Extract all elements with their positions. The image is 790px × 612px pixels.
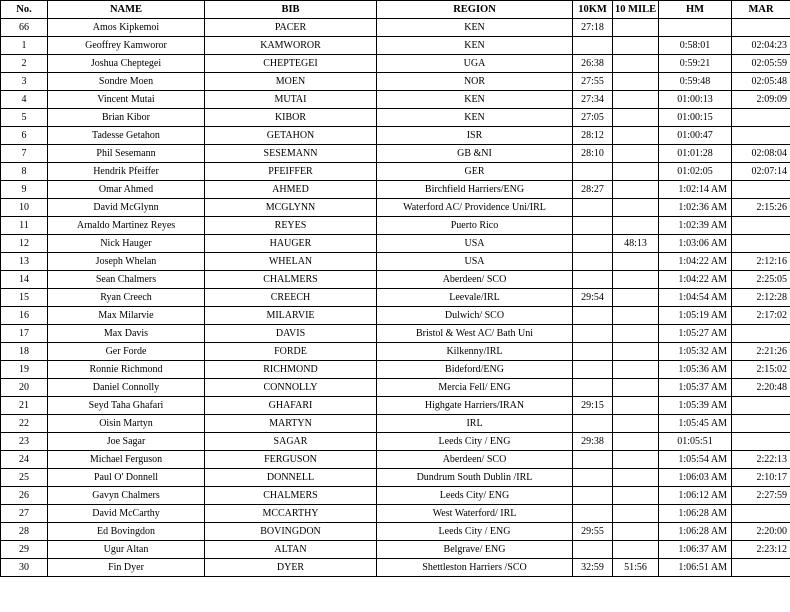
table-row — [1, 307, 790, 325]
cell-10-mile — [613, 181, 659, 199]
cell-mar: 2:23:12 — [732, 541, 790, 559]
cell-name: Sean Chalmers — [48, 271, 205, 289]
table-row — [1, 397, 790, 415]
cell-10km: 28:27 — [573, 181, 613, 199]
header-10km: 10KM — [573, 1, 613, 19]
cell-10-mile — [613, 289, 659, 307]
cell-bib: MARTYN — [205, 415, 377, 433]
cell-mar: 2:12:28 — [732, 289, 790, 307]
cell-10km: 27:34 — [573, 91, 613, 109]
cell-no: 19 — [1, 361, 48, 379]
table-row — [1, 163, 790, 181]
table-row — [1, 19, 790, 37]
cell-hm: 01:00:13 — [659, 91, 732, 109]
cell-name: Nick Hauger — [48, 235, 205, 253]
cell-hm: 0:59:21 — [659, 55, 732, 73]
cell-region: GER — [377, 163, 573, 181]
cell-region: West Waterford/ IRL — [377, 505, 573, 523]
cell-no: 28 — [1, 523, 48, 541]
cell-region: UGA — [377, 55, 573, 73]
cell-no: 12 — [1, 235, 48, 253]
cell-no: 21 — [1, 397, 48, 415]
table-row — [1, 451, 790, 469]
table-row — [1, 217, 790, 235]
cell-name: Hendrik Pfeiffer — [48, 163, 205, 181]
cell-mar: 02:07:14 — [732, 163, 790, 181]
cell-mar: 02:05:59 — [732, 55, 790, 73]
cell-region: IRL — [377, 415, 573, 433]
cell-hm: 1:06:51 AM — [659, 559, 732, 577]
cell-hm: 0:59:48 — [659, 73, 732, 91]
cell-bib: MOEN — [205, 73, 377, 91]
cell-hm: 1:06:28 AM — [659, 505, 732, 523]
cell-name: Arnaldo Martinez Reyes — [48, 217, 205, 235]
cell-name: Paul O' Donnell — [48, 469, 205, 487]
cell-10-mile — [613, 397, 659, 415]
cell-bib: GETAHON — [205, 127, 377, 145]
cell-hm: 0:58:01 — [659, 37, 732, 55]
cell-bib: CHALMERS — [205, 271, 377, 289]
cell-mar — [732, 181, 790, 199]
cell-bib: FORDE — [205, 343, 377, 361]
table-row — [1, 271, 790, 289]
cell-name: Amos Kipkemoi — [48, 19, 205, 37]
cell-name: Michael Ferguson — [48, 451, 205, 469]
cell-region: NOR — [377, 73, 573, 91]
cell-name: Joshua Cheptegei — [48, 55, 205, 73]
cell-hm: 1:05:27 AM — [659, 325, 732, 343]
cell-no: 66 — [1, 19, 48, 37]
cell-10-mile — [613, 145, 659, 163]
cell-bib: SESEMANN — [205, 145, 377, 163]
cell-hm: 1:04:22 AM — [659, 253, 732, 271]
table-row — [1, 73, 790, 91]
header-name: NAME — [48, 1, 205, 19]
cell-mar: 2:12:16 — [732, 253, 790, 271]
cell-10km — [573, 487, 613, 505]
cell-bib: BOVINGDON — [205, 523, 377, 541]
cell-hm: 01:05:51 — [659, 433, 732, 451]
table-row — [1, 91, 790, 109]
header-mar: MAR — [732, 1, 790, 19]
cell-bib: PFEIFFER — [205, 163, 377, 181]
cell-region: Belgrave/ ENG — [377, 541, 573, 559]
cell-mar: 2:20:00 — [732, 523, 790, 541]
cell-bib: PACER — [205, 19, 377, 37]
cell-region: KEN — [377, 37, 573, 55]
table-row — [1, 109, 790, 127]
cell-hm: 1:03:06 AM — [659, 235, 732, 253]
cell-bib: GHAFARI — [205, 397, 377, 415]
cell-region: Shettleston Harriers /SCO — [377, 559, 573, 577]
table-row — [1, 253, 790, 271]
cell-hm — [659, 19, 732, 37]
cell-region: Leevale/IRL — [377, 289, 573, 307]
cell-10km — [573, 379, 613, 397]
table-row — [1, 127, 790, 145]
cell-bib: WHELAN — [205, 253, 377, 271]
table-row — [1, 469, 790, 487]
cell-hm: 1:06:28 AM — [659, 523, 732, 541]
cell-10-mile — [613, 361, 659, 379]
header-bib: BIB — [205, 1, 377, 19]
cell-hm: 1:05:45 AM — [659, 415, 732, 433]
cell-bib: MILARVIE — [205, 307, 377, 325]
cell-10km — [573, 505, 613, 523]
cell-name: Gavyn Chalmers — [48, 487, 205, 505]
cell-no: 23 — [1, 433, 48, 451]
table-body — [1, 19, 790, 577]
table-row — [1, 541, 790, 559]
cell-no: 25 — [1, 469, 48, 487]
cell-10km: 27:18 — [573, 19, 613, 37]
cell-10km: 26:38 — [573, 55, 613, 73]
cell-10-mile — [613, 325, 659, 343]
cell-10km — [573, 451, 613, 469]
cell-hm: 1:06:12 AM — [659, 487, 732, 505]
table-row — [1, 415, 790, 433]
table-row — [1, 145, 790, 163]
cell-10km: 29:38 — [573, 433, 613, 451]
cell-name: Sondre Moen — [48, 73, 205, 91]
cell-name: Max Davis — [48, 325, 205, 343]
header-region: REGION — [377, 1, 573, 19]
header-no: No. — [1, 1, 48, 19]
cell-bib: DONNELL — [205, 469, 377, 487]
cell-10-mile — [613, 199, 659, 217]
cell-region: KEN — [377, 91, 573, 109]
cell-10km — [573, 541, 613, 559]
cell-10-mile — [613, 19, 659, 37]
cell-10km: 29:55 — [573, 523, 613, 541]
cell-mar — [732, 559, 790, 577]
cell-bib: AHMED — [205, 181, 377, 199]
cell-no: 26 — [1, 487, 48, 505]
cell-bib: KIBOR — [205, 109, 377, 127]
cell-mar: 02:05:48 — [732, 73, 790, 91]
cell-10-mile — [613, 541, 659, 559]
cell-hm: 1:05:36 AM — [659, 361, 732, 379]
table-row — [1, 433, 790, 451]
cell-region: Kilkenny/IRL — [377, 343, 573, 361]
cell-name: Vincent Mutai — [48, 91, 205, 109]
cell-mar: 2:25:05 — [732, 271, 790, 289]
cell-no: 17 — [1, 325, 48, 343]
cell-10-mile — [613, 253, 659, 271]
cell-region: KEN — [377, 109, 573, 127]
cell-mar — [732, 235, 790, 253]
cell-10km — [573, 37, 613, 55]
cell-region: Dulwich/ SCO — [377, 307, 573, 325]
cell-10-mile — [613, 127, 659, 145]
cell-10-mile — [613, 505, 659, 523]
cell-hm: 1:05:54 AM — [659, 451, 732, 469]
cell-10-mile: 48:13 — [613, 235, 659, 253]
cell-no: 27 — [1, 505, 48, 523]
cell-region: Leeds City/ ENG — [377, 487, 573, 505]
cell-10-mile — [613, 415, 659, 433]
table-row — [1, 559, 790, 577]
cell-name: Ed Bovingdon — [48, 523, 205, 541]
cell-no: 29 — [1, 541, 48, 559]
cell-10-mile — [613, 469, 659, 487]
cell-10-mile — [613, 37, 659, 55]
cell-mar: 2:10:17 — [732, 469, 790, 487]
cell-bib: MCGLYNN — [205, 199, 377, 217]
cell-10km: 29:15 — [573, 397, 613, 415]
cell-10-mile — [613, 55, 659, 73]
cell-mar — [732, 19, 790, 37]
cell-hm: 1:05:37 AM — [659, 379, 732, 397]
cell-10-mile — [613, 271, 659, 289]
cell-no: 8 — [1, 163, 48, 181]
cell-hm: 1:04:22 AM — [659, 271, 732, 289]
cell-mar — [732, 217, 790, 235]
cell-10km — [573, 325, 613, 343]
cell-region: Puerto Rico — [377, 217, 573, 235]
cell-bib: SAGAR — [205, 433, 377, 451]
cell-hm: 1:02:14 AM — [659, 181, 732, 199]
cell-hm: 01:02:05 — [659, 163, 732, 181]
cell-name: Geoffrey Kamworor — [48, 37, 205, 55]
cell-name: Joe Sagar — [48, 433, 205, 451]
cell-no: 15 — [1, 289, 48, 307]
cell-10-mile — [613, 487, 659, 505]
cell-region: Birchfield Harriers/ENG — [377, 181, 573, 199]
cell-name: Phil Sesemann — [48, 145, 205, 163]
cell-no: 1 — [1, 37, 48, 55]
cell-name: David McCarthy — [48, 505, 205, 523]
cell-bib: MUTAI — [205, 91, 377, 109]
table-row — [1, 181, 790, 199]
table-row — [1, 199, 790, 217]
cell-mar: 2:20:48 — [732, 379, 790, 397]
cell-10km: 28:10 — [573, 145, 613, 163]
cell-mar: 2:09:09 — [732, 91, 790, 109]
cell-hm: 01:00:15 — [659, 109, 732, 127]
cell-mar — [732, 505, 790, 523]
cell-bib: KAMWOROR — [205, 37, 377, 55]
cell-hm: 1:02:36 AM — [659, 199, 732, 217]
cell-10km — [573, 217, 613, 235]
cell-bib: CHALMERS — [205, 487, 377, 505]
cell-10-mile: 51:56 — [613, 559, 659, 577]
cell-bib: ALTAN — [205, 541, 377, 559]
cell-name: Tadesse Getahon — [48, 127, 205, 145]
cell-10km: 28:12 — [573, 127, 613, 145]
cell-region: Waterford AC/ Providence Uni/IRL — [377, 199, 573, 217]
cell-mar: 2:15:26 — [732, 199, 790, 217]
cell-name: Ronnie Richmond — [48, 361, 205, 379]
cell-no: 13 — [1, 253, 48, 271]
cell-mar — [732, 127, 790, 145]
header-row — [1, 1, 790, 19]
table-row — [1, 523, 790, 541]
cell-no: 20 — [1, 379, 48, 397]
cell-name: Joseph Whelan — [48, 253, 205, 271]
header-hm: HM — [659, 1, 732, 19]
cell-mar: 2:22:13 — [732, 451, 790, 469]
cell-region: Bideford/ENG — [377, 361, 573, 379]
cell-region: USA — [377, 235, 573, 253]
cell-no: 7 — [1, 145, 48, 163]
cell-no: 4 — [1, 91, 48, 109]
cell-no: 11 — [1, 217, 48, 235]
table-row — [1, 235, 790, 253]
cell-10-mile — [613, 451, 659, 469]
cell-bib: DAVIS — [205, 325, 377, 343]
cell-name: Fin Dyer — [48, 559, 205, 577]
cell-name: Daniel Connolly — [48, 379, 205, 397]
cell-no: 14 — [1, 271, 48, 289]
cell-10-mile — [613, 91, 659, 109]
cell-10km — [573, 307, 613, 325]
cell-bib: MCCARTHY — [205, 505, 377, 523]
cell-name: Seyd Taha Ghafari — [48, 397, 205, 415]
cell-mar: 2:27:59 — [732, 487, 790, 505]
cell-region: Aberdeen/ SCO — [377, 451, 573, 469]
cell-10km: 27:55 — [573, 73, 613, 91]
cell-bib: FERGUSON — [205, 451, 377, 469]
table-row — [1, 37, 790, 55]
cell-region: Leeds City / ENG — [377, 523, 573, 541]
cell-10km — [573, 361, 613, 379]
cell-10-mile — [613, 109, 659, 127]
cell-mar — [732, 433, 790, 451]
cell-10-mile — [613, 163, 659, 181]
cell-region: KEN — [377, 19, 573, 37]
cell-no: 9 — [1, 181, 48, 199]
cell-hm: 1:02:39 AM — [659, 217, 732, 235]
header-10-mile: 10 MILE — [613, 1, 659, 19]
cell-10km — [573, 199, 613, 217]
cell-hm: 1:05:19 AM — [659, 307, 732, 325]
cell-no: 2 — [1, 55, 48, 73]
table-row — [1, 361, 790, 379]
cell-bib: DYER — [205, 559, 377, 577]
cell-region: Bristol & West AC/ Bath Uni — [377, 325, 573, 343]
cell-bib: HAUGER — [205, 235, 377, 253]
cell-name: David McGlynn — [48, 199, 205, 217]
cell-10-mile — [613, 523, 659, 541]
cell-region: Dundrum South Dublin /IRL — [377, 469, 573, 487]
cell-10km — [573, 271, 613, 289]
table-row — [1, 289, 790, 307]
cell-region: ISR — [377, 127, 573, 145]
cell-10km — [573, 253, 613, 271]
cell-region: USA — [377, 253, 573, 271]
cell-region: Mercia Fell/ ENG — [377, 379, 573, 397]
cell-mar — [732, 325, 790, 343]
cell-mar — [732, 109, 790, 127]
cell-hm: 1:06:37 AM — [659, 541, 732, 559]
table-row — [1, 505, 790, 523]
cell-region: Leeds City / ENG — [377, 433, 573, 451]
cell-hm: 1:05:39 AM — [659, 397, 732, 415]
cell-region: Aberdeen/ SCO — [377, 271, 573, 289]
cell-10-mile — [613, 379, 659, 397]
cell-name: Ugur Altan — [48, 541, 205, 559]
cell-name: Omar Ahmed — [48, 181, 205, 199]
cell-10-mile — [613, 73, 659, 91]
cell-10km — [573, 343, 613, 361]
cell-mar: 2:15:02 — [732, 361, 790, 379]
cell-no: 18 — [1, 343, 48, 361]
cell-no: 24 — [1, 451, 48, 469]
cell-region: Highgate Harriers/IRAN — [377, 397, 573, 415]
cell-10-mile — [613, 433, 659, 451]
cell-10km — [573, 415, 613, 433]
cell-bib: CREECH — [205, 289, 377, 307]
table-row — [1, 325, 790, 343]
cell-name: Brian Kibor — [48, 109, 205, 127]
cell-no: 3 — [1, 73, 48, 91]
cell-10km — [573, 469, 613, 487]
cell-mar: 02:04:23 — [732, 37, 790, 55]
cell-mar: 02:08:04 — [732, 145, 790, 163]
cell-hm: 1:06:03 AM — [659, 469, 732, 487]
cell-hm: 01:01:28 — [659, 145, 732, 163]
cell-no: 30 — [1, 559, 48, 577]
table-row — [1, 343, 790, 361]
cell-hm: 1:04:54 AM — [659, 289, 732, 307]
cell-10km: 27:05 — [573, 109, 613, 127]
cell-bib: CONNOLLY — [205, 379, 377, 397]
cell-no: 5 — [1, 109, 48, 127]
cell-region: GB &NI — [377, 145, 573, 163]
table-row — [1, 379, 790, 397]
cell-no: 10 — [1, 199, 48, 217]
cell-no: 6 — [1, 127, 48, 145]
cell-name: Oisin Martyn — [48, 415, 205, 433]
cell-bib: RICHMOND — [205, 361, 377, 379]
cell-bib: REYES — [205, 217, 377, 235]
cell-mar: 2:21:26 — [732, 343, 790, 361]
cell-10km — [573, 235, 613, 253]
cell-name: Ryan Creech — [48, 289, 205, 307]
cell-mar — [732, 397, 790, 415]
cell-mar: 2:17:02 — [732, 307, 790, 325]
cell-10-mile — [613, 217, 659, 235]
cell-hm: 01:00:47 — [659, 127, 732, 145]
cell-bib: CHEPTEGEI — [205, 55, 377, 73]
table-row — [1, 487, 790, 505]
cell-no: 16 — [1, 307, 48, 325]
cell-10km: 29:54 — [573, 289, 613, 307]
cell-10km — [573, 163, 613, 181]
cell-name: Ger Forde — [48, 343, 205, 361]
cell-10km: 32:59 — [573, 559, 613, 577]
cell-10-mile — [613, 307, 659, 325]
cell-mar — [732, 415, 790, 433]
cell-name: Max Milarvie — [48, 307, 205, 325]
cell-no: 22 — [1, 415, 48, 433]
cell-10-mile — [613, 343, 659, 361]
table-row — [1, 55, 790, 73]
cell-hm: 1:05:32 AM — [659, 343, 732, 361]
